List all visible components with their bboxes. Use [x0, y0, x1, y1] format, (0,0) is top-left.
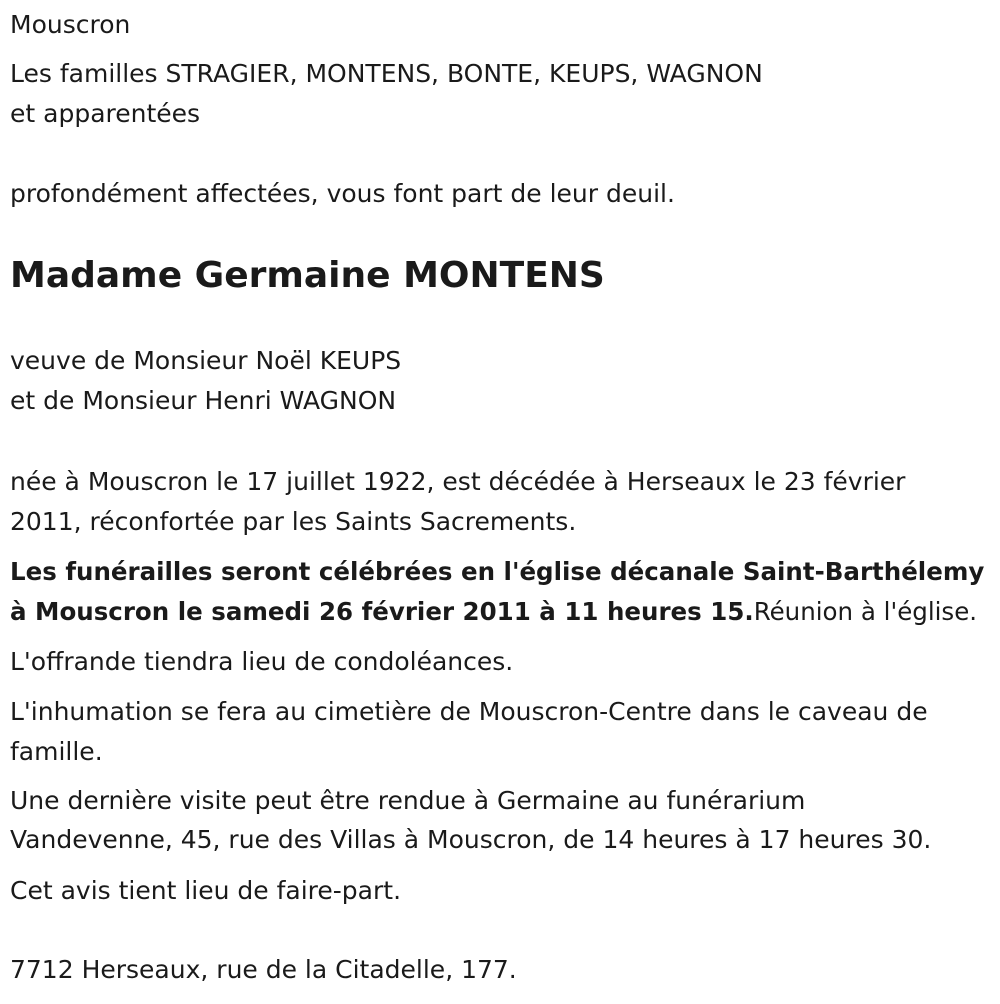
burial-line-1: L'inhumation se fera au cimetière de Mouscron-Centre dans le caveau de [10, 697, 928, 726]
birth-death-line-1: née à Mouscron le 17 juillet 1922, est décédée à Herseaux le 23 février [10, 467, 906, 496]
affected-line: profondément affectées, vous font part de leur deuil. [10, 179, 675, 208]
families-line-1: Les familles STRAGIER, MONTENS, BONTE, KEUPS, WAGNON [10, 59, 763, 88]
visit-line-1: Une dernière visite peut être rendue à Germaine au funérarium [10, 786, 806, 815]
birth-death-line-2: 2011, réconfortée par les Saints Sacrements. [10, 507, 577, 536]
burial-line-2: famille. [10, 737, 103, 766]
funeral-date-text: à Mouscron le samedi 26 février 2011 à 11 heures 15. [10, 597, 754, 626]
widow-line-1: veuve de Monsieur Noël KEUPS [10, 346, 402, 375]
visit-line-2: Vandevenne, 45, rue des Villas à Mouscron, de 14 heures à 17 heures 30. [10, 825, 932, 854]
meeting-text: Réunion à l'église. [753, 597, 978, 626]
funeral-line-1: Les funérailles seront célébrées en l'église décanale Saint-Barthélemy [10, 557, 985, 586]
deceased-name: Madame Germaine MONTENS [10, 255, 605, 296]
families-line-2: et apparentées [10, 99, 201, 128]
widow-line-2: et de Monsieur Henri WAGNON [10, 386, 397, 415]
notice-statement: Cet avis tient lieu de faire-part. [10, 876, 402, 905]
family-address: 7712 Herseaux, rue de la Citadelle, 177. [10, 955, 517, 984]
funeral-line-2 [10, 592, 977, 632]
offering-line: L'offrande tiendra lieu de condoléances. [10, 647, 514, 676]
city-header: Mouscron [10, 10, 131, 39]
